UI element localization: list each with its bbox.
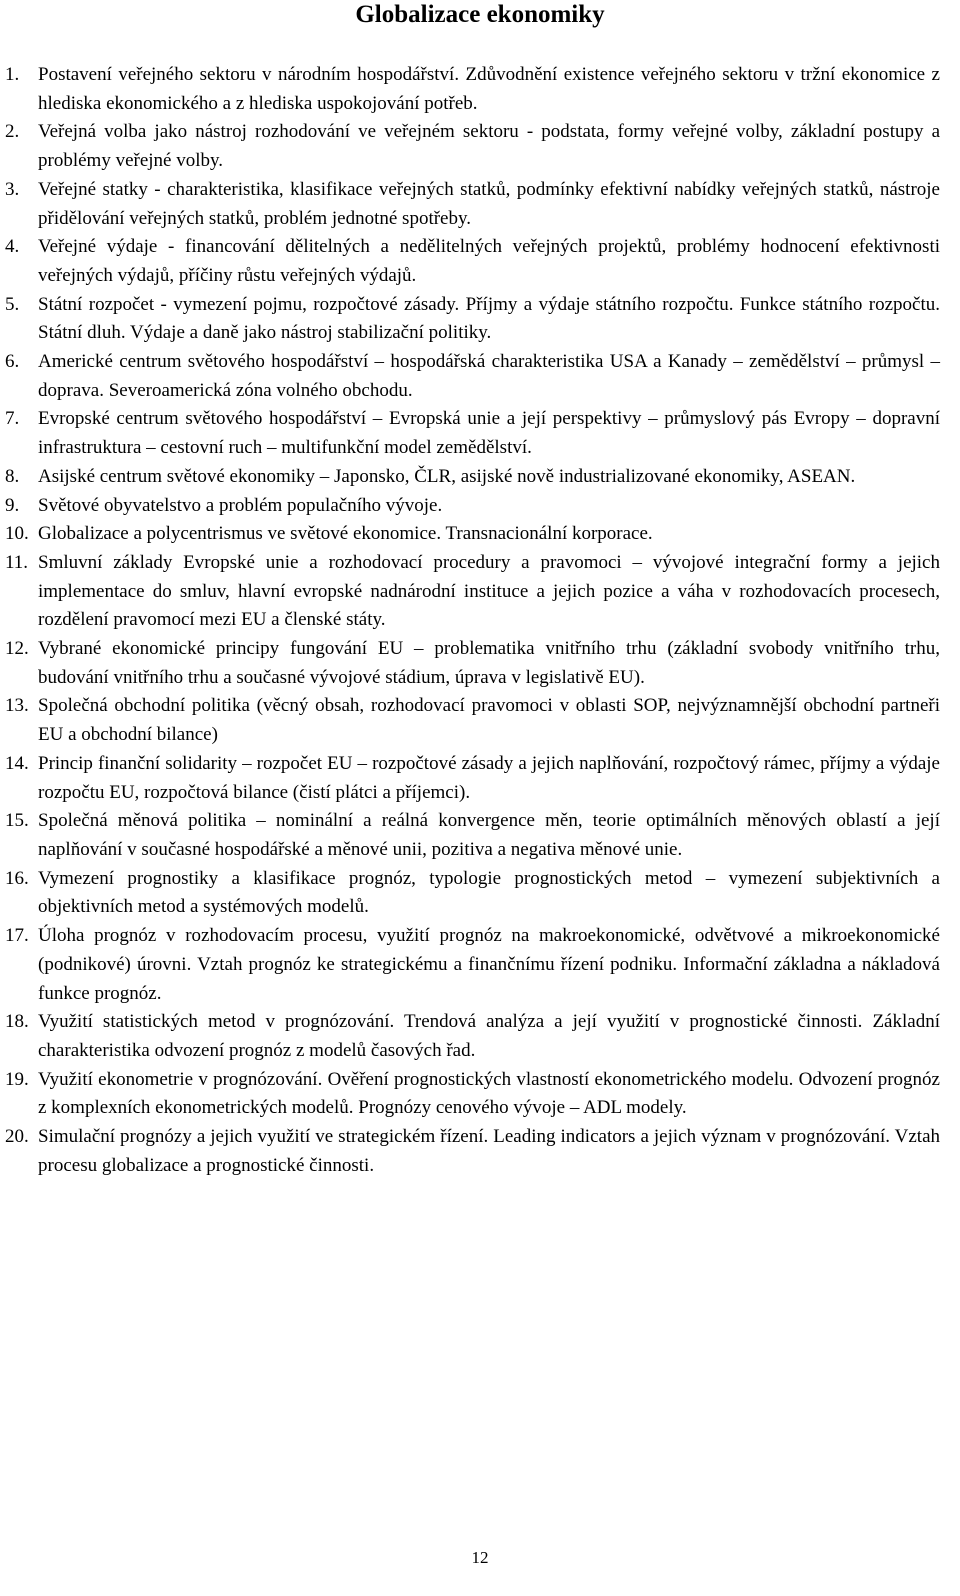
item-text: Společná obchodní politika (věcný obsah, rozhodovací pravomoci v oblasti SOP, nejvýznamnější obchodní partneři EU a obchodní bilance) (38, 695, 940, 746)
item-text: Světové obyvatelstvo a problém populačního vývoje. (38, 494, 443, 516)
item-text: Veřejná volba jako nástroj rozhodování ve veřejném sektoru - podstata, formy veřejné volby, základní postupy a problémy veřejné volby. (38, 121, 940, 172)
list-item (0, 520, 960, 549)
item-text: Vymezení prognostiky a klasifikace prognóz, typologie prognostických metod – vymezení subjektivních a objektivních metod a systémových modelů. (38, 867, 940, 918)
item-number: 14. (5, 752, 29, 774)
item-number: 1. (5, 64, 20, 85)
page-title: Globalizace ekonomiky (355, 1, 605, 28)
list-item (0, 1066, 960, 1123)
item-text: Postavení veřejného sektoru v národním hospodářství. Zdůvodnění existence veřejného sektoru v tržní ekonomice z hlediska ekonomického a z hlediska uspokojování potřeb. (38, 64, 940, 114)
list-item (0, 692, 960, 749)
item-number: 3. (5, 178, 20, 200)
item-text: Princip finanční solidarity – rozpočet EU – rozpočtové zásady a jejich naplňování, rozpočtový rámec, příjmy a výdaje rozpočtu EU, rozpočtová bilance (čistí plátci a příjemci). (38, 752, 940, 803)
item-text: Simulační prognózy a jejich využití ve strategickém řízení. Leading indicators a jejich význam v prognózování. Vztah procesu globalizace a prognostické činnosti. (38, 1126, 940, 1176)
list-item (0, 1008, 960, 1065)
topic-list (0, 61, 960, 1180)
list-item (0, 492, 960, 521)
list-item (0, 463, 960, 492)
item-number: 4. (5, 236, 20, 258)
list-item (0, 922, 960, 1008)
item-number: 16. (5, 867, 29, 889)
list-item (0, 348, 960, 405)
list-item (0, 176, 960, 233)
item-text: Vybrané ekonomické principy fungování EU – problematika vnitřního trhu (základní svobody vnitřního trhu, budování vnitřního trhu a současné vývojové stádium, úprava v legislativě EU). (38, 638, 940, 688)
item-number: 9. (5, 494, 20, 516)
item-text: Smluvní základy Evropské unie a rozhodovací procedury a pravomoci – vývojové integrační formy a jejich implementace do smluv, hlavní evropské nadnárodní instituce a jejich pozice a váha v rozhodovacích procesech, rozdělení pravomocí mezi EU a členské státy. (38, 551, 940, 631)
list-item (0, 118, 960, 175)
list-item (0, 1123, 960, 1180)
item-number: 2. (5, 121, 20, 143)
item-text: Globalizace a polycentrismus ve světové ekonomice. Transnacionální korporace. (38, 523, 653, 545)
item-number: 17. (5, 925, 29, 947)
item-number: 11. (5, 551, 29, 573)
item-number: 10. (5, 523, 29, 545)
list-item (0, 750, 960, 807)
page-number: 12 (471, 1548, 489, 1567)
item-text: Společná měnová politika – nominální a reálná konvergence měn, teorie optimálních měnových oblastí a její naplňování v současné hospodářské a měnové unii, pozitiva a negativa měnové unie. (38, 810, 940, 860)
item-text: Státní rozpočet - vymezení pojmu, rozpočtové zásady. Příjmy a výdaje státního rozpočtu. Funkce státního rozpočtu. Státní dluh. Výdaje a daně jako nástroj stabilizační politiky. (38, 293, 940, 344)
item-text: Využití statistických metod v prognózování. Trendová analýza a její využití v prognostické činnosti. Základní charakteristika odvození prognóz z modelů časových řad. (38, 1011, 940, 1061)
item-text: Využití ekonometrie v prognózování. Ověření prognostických vlastností ekonometrického modelu. Odvození prognóz z komplexních ekonometrických modelů. Prognózy cenového vývoje – ADL modely. (38, 1068, 940, 1119)
list-item (0, 291, 960, 348)
list-item (0, 61, 960, 118)
item-number: 6. (5, 351, 20, 373)
item-text: Evropské centrum světového hospodářství – Evropská unie a její perspektivy – průmyslový pás Evropy – dopravní infrastruktura – cestovní ruch – multifunkční model zemědělství. (38, 408, 940, 459)
item-number: 7. (5, 408, 20, 430)
list-item (0, 807, 960, 864)
list-item (0, 405, 960, 462)
item-number: 20. (5, 1126, 29, 1148)
item-number: 5. (5, 293, 20, 315)
item-number: 12. (5, 638, 29, 660)
item-number: 19. (5, 1068, 29, 1090)
item-number: 8. (5, 465, 20, 487)
list-item (0, 865, 960, 922)
item-text: Asijské centrum světové ekonomiky – Japonsko, ČLR, asijské nově industrializované ekonomiky, ASEAN. (38, 465, 856, 487)
item-number: 13. (5, 695, 29, 717)
item-text: Úloha prognóz v rozhodovacím procesu, využití prognóz na makroekonomické, odvětvové a mikroekonomické (podnikové) úrovni. Vztah prognóz ke strategickému a finančnímu řízení podniku. Informační základna a nákladová funkce prognóz. (38, 925, 940, 1004)
item-number: 18. (5, 1011, 29, 1033)
item-text: Americké centrum světového hospodářství – hospodářská charakteristika USA a Kanady – zemědělství – průmysl – doprava. Severoamerická zóna volného obchodu. (38, 351, 940, 401)
list-item (0, 549, 960, 635)
item-text: Veřejné statky - charakteristika, klasifikace veřejných statků, podmínky efektivní nabídky veřejných statků, nástroje přidělování veřejných statků, problém jednotné spotřeby. (38, 178, 940, 229)
item-number: 15. (5, 810, 29, 832)
item-text: Veřejné výdaje - financování dělitelných a nedělitelných veřejných projektů, problémy hodnocení efektivnosti veřejných výdajů, příčiny růstu veřejných výdajů. (38, 236, 940, 286)
list-item (0, 233, 960, 290)
list-item (0, 635, 960, 692)
